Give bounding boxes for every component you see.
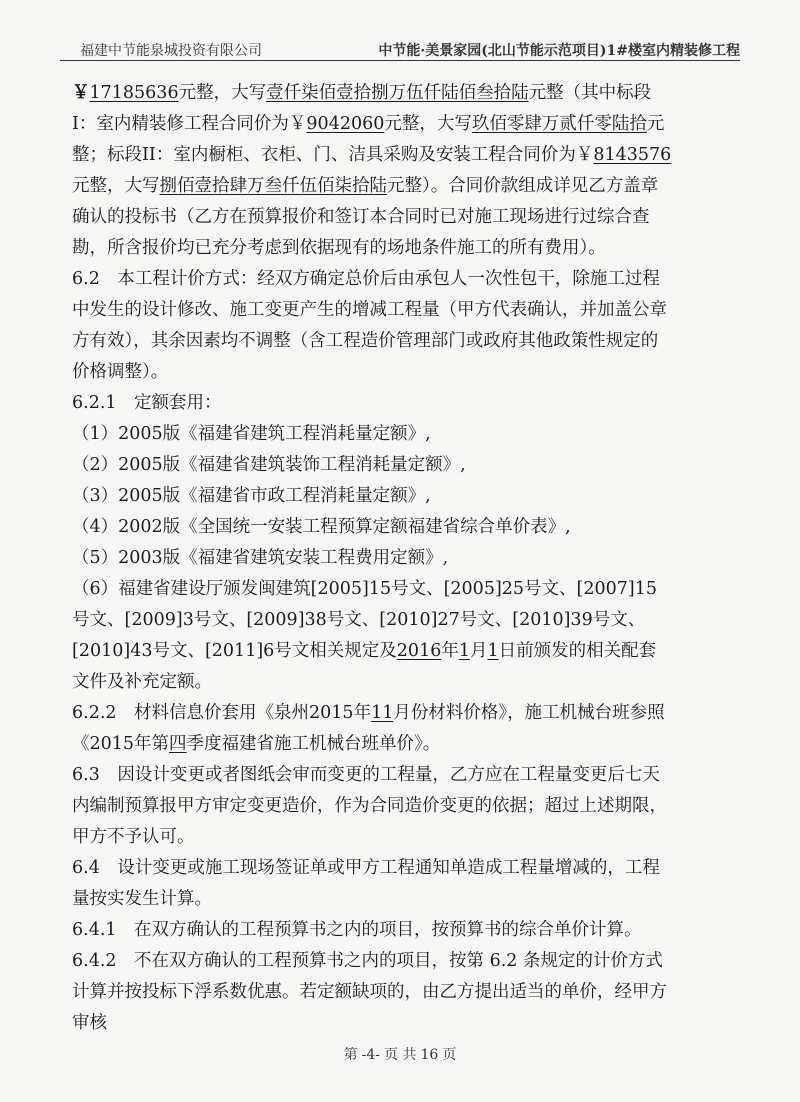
amount-section2: 8143576: [593, 145, 672, 165]
amount-section1-words: 玖佰零肆万贰仟零陆拾: [471, 114, 647, 134]
text: 元整（其中标段I：室内精装修工程合同价为￥: [72, 83, 652, 134]
fill-quarter: 四: [169, 734, 187, 754]
page-number: -4-: [361, 1047, 381, 1063]
document-body: [72, 78, 672, 1039]
quota-item-5: （5）2003版《福建省建筑安装工程费用定额》,: [72, 548, 449, 568]
text: 月: [469, 641, 488, 661]
currency-symbol: ￥: [72, 83, 90, 103]
footer-text: 第: [343, 1047, 358, 1063]
footer-text: 页 共: [384, 1047, 417, 1063]
text: 元整）。合同价款组成详见乙方盖章确认的投标书（乙方在预算报价和签订本合同时已对施工现场进行过综合查勘，所含报价均已充分考虑到依据现有的场地条件施工的所有费用）。: [72, 176, 659, 258]
text: 日前颁发的相关配套文件及补充定额。: [72, 641, 657, 692]
clause-6-4-1: 6.4.1 在双方确认的工程预算书之内的项目，按预算书的综合单价计算。: [72, 920, 642, 940]
amount-section2-words: 捌佰壹拾肆万叁仟伍佰柒拾陆: [159, 176, 387, 196]
text: 6.2.2 材料信息价套用《泉州2015年: [72, 703, 372, 723]
text: 年: [441, 641, 459, 661]
paragraph-contract-price: [72, 78, 672, 264]
amount-total-words: 壹仟柒佰壹拾捌万伍仟陆佰叁拾陆: [266, 83, 529, 103]
clause-6-3: 6.3 因设计变更或者图纸会审而变更的工程量，乙方应在工程量变更后七天内编制预算报甲方审定变更造价，作为合同造价变更的依据；超过上述期限，甲方不予认可。: [72, 765, 667, 847]
text: 月份材料价格》，施工机械台班参照《2015年第: [72, 703, 665, 754]
text: 元整，大写: [384, 114, 472, 134]
clause-6-2-1: 6.2.1 定额套用：: [72, 393, 222, 413]
footer-text: 页: [442, 1047, 457, 1063]
fill-material-month: 11: [371, 703, 394, 723]
header-project: 中节能·美景家园(北山节能示范项目)1#楼室内精装修工程: [378, 43, 740, 59]
amount-section1: 9042060: [306, 114, 385, 134]
clause-6-2: 6.2 本工程计价方式：经双方确定总价后由承包人一次性包干，除施工过程中发生的设计修改、施工变更产生的增减工程量（甲方代表确认，并加盖公章方有效），其余因素均不调整（含工程造价管理部门或政府其他政策性规定的价格调整）。: [72, 269, 667, 382]
quota-item-6: [72, 574, 672, 698]
quota-item-4: （4）2002版《全国统一安装工程预算定额福建省综合单价表》,: [72, 517, 571, 537]
quota-item-2: （2）2005版《福建省建筑装饰工程消耗量定额》,: [72, 455, 466, 475]
header-company: 福建中节能泉城投资有限公司: [80, 43, 262, 59]
text: （6）福建省建设厅颁发闽建筑[2005]15号文、[2005]25号文、[2007]15号文、[2009]3号文、[2009]38号文、[2010]27号文、[2010]39号文、[2010]43号文、[2011]6号文相关规定及: [72, 579, 658, 661]
text: 元整，大写: [72, 176, 160, 196]
clause-6-4-2: 6.4.2 不在双方确认的工程预算书之内的项目，按第 6.2 条规定的计价方式计算并按投标下浮系数优惠。若定额缺项的，由乙方提出适当的单价，经甲方审核: [72, 951, 667, 1033]
fill-year: 2016: [396, 641, 442, 661]
page-header: [60, 38, 740, 61]
text: 元整；标段II：室内橱柜、衣柜、门、洁具采购及安装工程合同价为￥: [72, 114, 665, 165]
amount-total: 17185636: [89, 83, 179, 103]
clause-6-4: 6.4 设计变更或施工现场签证单或甲方工程通知单造成工程量增减的，工程量按实发生计算。: [72, 858, 660, 909]
text: 元整，大写: [178, 83, 267, 103]
fill-day: 1: [487, 641, 499, 661]
page-footer: [0, 1044, 800, 1064]
quota-item-3: （3）2005版《福建省市政工程消耗量定额》,: [72, 486, 431, 506]
fill-month: 1: [458, 641, 470, 661]
text: 季度福建省施工机械台班单价》。: [186, 734, 441, 754]
clause-6-2-2: [72, 698, 672, 760]
page-total: 16: [420, 1047, 439, 1063]
quota-item-1: （1）2005版《福建省建筑工程消耗量定额》,: [72, 424, 431, 444]
